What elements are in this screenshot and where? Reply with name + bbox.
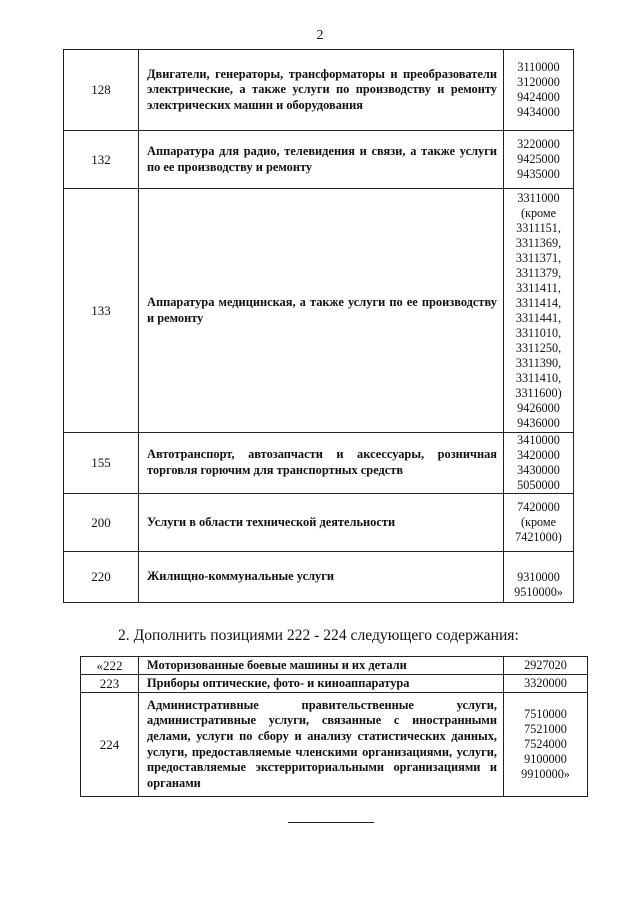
code: 9436000 [517, 415, 560, 430]
code: (кроме [520, 205, 557, 220]
row-number: 223 [81, 675, 139, 693]
row-number: 132 [64, 131, 139, 189]
row-description: Административные правительственные услуги, административные услуги, связанные с иностранными делами, услуги по сбору и анализу статистических данных, услуги, предоставляемые членскими организациями, услуги, предоставляемые экстерриториальными организациями и органами [139, 693, 504, 797]
code: 9425000 [517, 152, 560, 166]
row-codes [504, 494, 574, 552]
row-codes [504, 552, 574, 603]
row-codes [504, 189, 574, 433]
row-codes [504, 693, 588, 797]
code: 9510000» [514, 585, 563, 599]
code: 3420000 [517, 448, 560, 462]
row-description: Моторизованные боевые машины и их детали [139, 657, 504, 675]
code: 9100000 [524, 752, 567, 766]
table-row [64, 552, 574, 603]
closing-rule [288, 822, 374, 823]
row-number: «222 [81, 657, 139, 675]
table-row [64, 494, 574, 552]
code: 3311410, [515, 370, 562, 385]
code: 7421000) [515, 530, 562, 544]
codes-table-main [63, 49, 574, 603]
code: 3311000 [517, 190, 560, 205]
code: 9426000 [517, 400, 560, 415]
code: 3120000 [517, 75, 560, 89]
row-number: 128 [64, 50, 139, 131]
row-description: Жилищно-коммунальные услуги [139, 552, 504, 603]
code: 3311250, [515, 340, 562, 355]
amendment-paragraph: 2. Дополнить позициями 222 - 224 следующего содержания: [118, 627, 519, 644]
row-description: Услуги в области технической деятельности [139, 494, 504, 552]
table-row [64, 50, 574, 131]
row-description: Двигатели, генераторы, трансформаторы и преобразователи электрические, а также услуги по производству и ремонту электрических машин и оборудования [139, 50, 504, 131]
code: 3320000 [524, 676, 567, 690]
table-row [64, 433, 574, 494]
code: 5050000 [517, 478, 560, 492]
table-row [64, 131, 574, 189]
row-codes [504, 675, 588, 693]
row-number: 133 [64, 189, 139, 433]
codes-table-additions [80, 656, 588, 797]
code: 3220000 [517, 137, 560, 151]
code: 3311369, [515, 235, 562, 250]
row-codes [504, 50, 574, 131]
table-row [81, 693, 588, 797]
code: 9310000 [517, 570, 560, 584]
table-row [64, 189, 574, 433]
row-number: 200 [64, 494, 139, 552]
code: 3311371, [515, 250, 562, 265]
code: 3311010, [515, 325, 562, 340]
row-codes [504, 131, 574, 189]
row-description: Аппаратура медицинская, а также услуги по ее производству и ремонту [139, 189, 504, 433]
code: 3311390, [515, 355, 562, 370]
row-number: 220 [64, 552, 139, 603]
code: 3311414, [515, 295, 562, 310]
row-description: Автотранспорт, автозапчасти и аксессуары, розничная торговля горючим для транспортных средств [139, 433, 504, 494]
code: 3311151, [516, 220, 561, 235]
code: 3311379, [515, 265, 562, 280]
table-row [81, 675, 588, 693]
row-description: Приборы оптические, фото- и киноаппаратура [139, 675, 504, 693]
code: 3110000 [517, 60, 560, 74]
code: 9434000 [517, 105, 560, 119]
code: 3410000 [517, 433, 560, 447]
code: 9424000 [517, 90, 560, 104]
row-number: 224 [81, 693, 139, 797]
row-codes [504, 657, 588, 675]
code: 3430000 [517, 463, 560, 477]
row-codes [504, 433, 574, 494]
table-row [81, 657, 588, 675]
row-number: 155 [64, 433, 139, 494]
code: 3311600) [515, 385, 562, 400]
code: 9910000» [521, 767, 570, 781]
code: 7420000 [517, 500, 560, 514]
row-description: Аппаратура для радио, телевидения и связи, а также услуги по ее производству и ремонту [139, 131, 504, 189]
code: 7524000 [524, 737, 567, 751]
code: 3311441, [515, 310, 562, 325]
page-number: 2 [316, 28, 324, 43]
code: 9435000 [517, 167, 560, 181]
code: 7510000 [524, 707, 567, 721]
code: 2927020 [524, 658, 567, 672]
code: (кроме [520, 515, 557, 529]
code: 3311411, [516, 280, 561, 295]
code: 7521000 [524, 722, 567, 736]
